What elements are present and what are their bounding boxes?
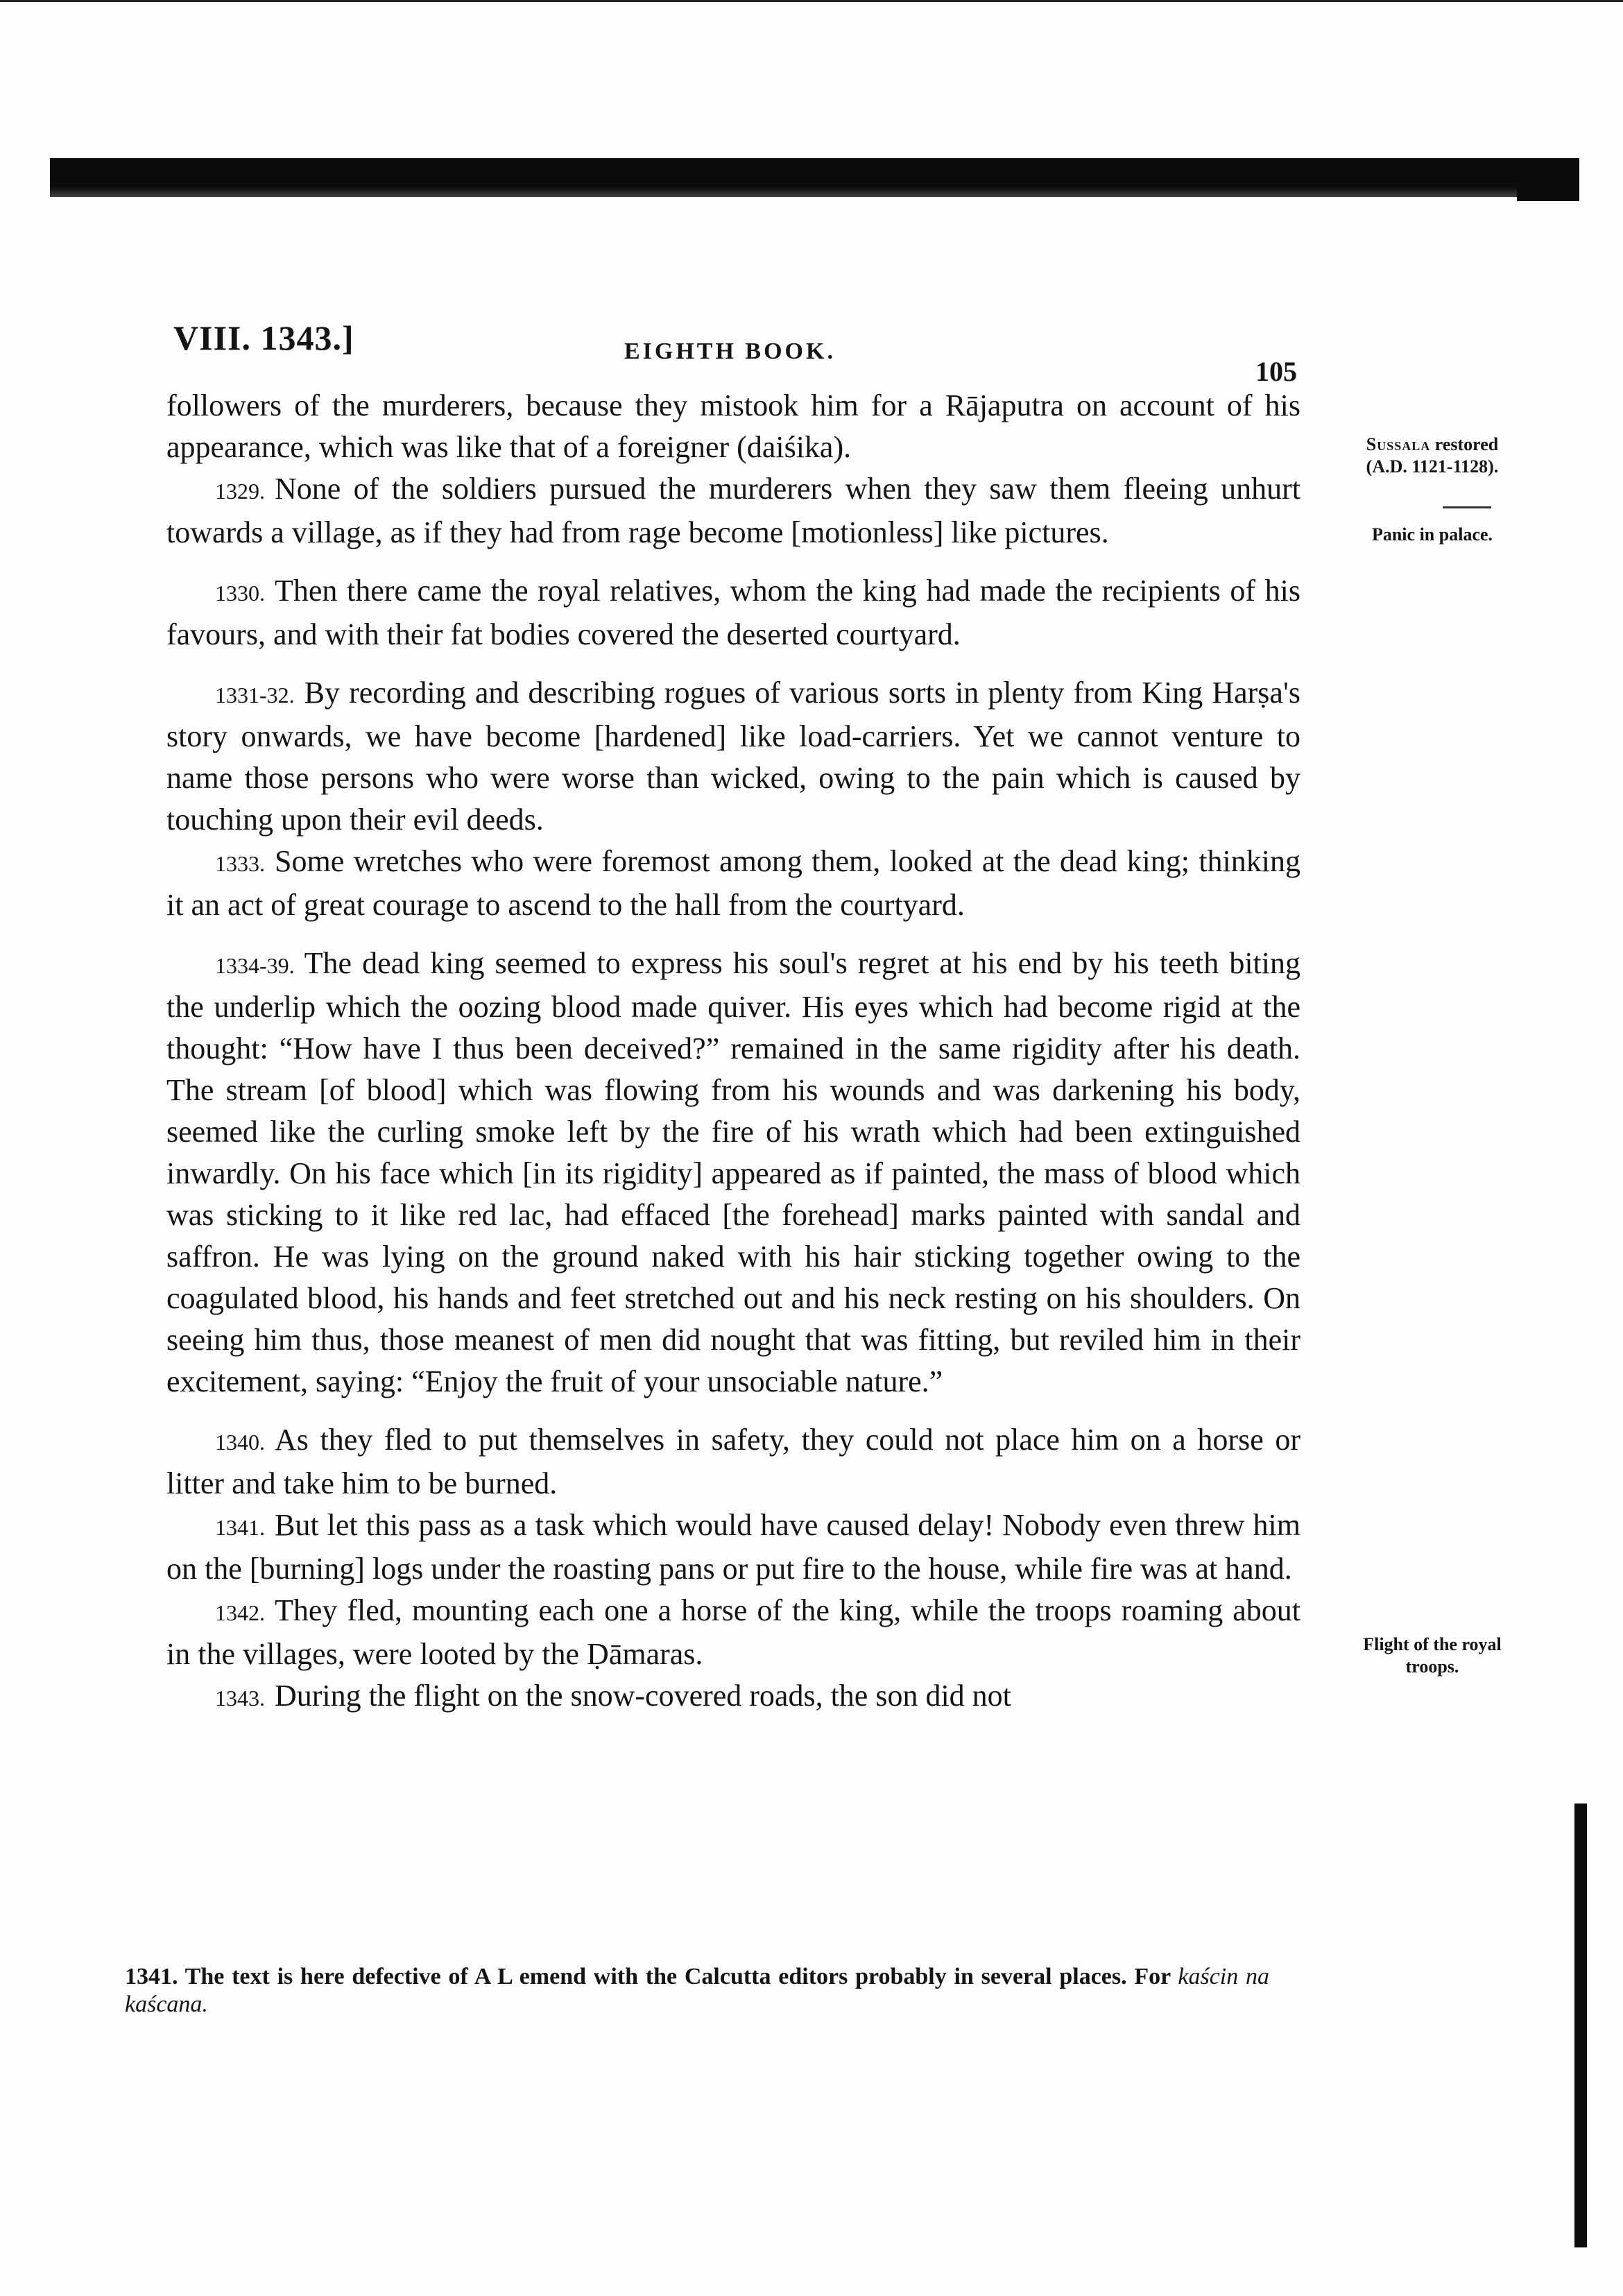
footnote [125,1963,1269,2019]
verse-number: 1340. [215,1430,265,1455]
header-rule [50,158,1579,197]
paragraph-text: They fled, mounting each one a horse of the king, while the troops roaming about in the villages, were looted by the Ḍāmaras. [166,1593,1300,1671]
paragraph-text: None of the soldiers pursued the murderers when they saw them fleeing unhurt towards a village, as if they had from rage become [motionless] like pictures. [166,472,1300,549]
paragraph [166,1590,1300,1675]
marginal-flight-line1: Flight of the royal [1363,1634,1502,1654]
section-reference: VIII. 1343.] [173,318,354,357]
paragraph [166,1675,1300,1719]
paragraph [166,672,1300,841]
marginal-note-panic: Panic in palace. [1371,524,1493,545]
paragraph [166,468,1300,554]
paragraph-text: The dead king seemed to express his soul's regret at his end by his teeth biting the underlip which the oozing blood made quiver. His eyes which had become rigid at the thought: “How have I thus been deceived?” remained in the same rigidity after his death. The stream [of blood] which was flowing from his wounds and was darkening his body, seemed like the curling smoke left by the fire of his wrath which had been extinguished inwardly. On his face which [in its rigidity] appeared as if painted, the mass of blood which was sticking to it like red lac, had effaced [the forehead] marks painted with sandal and saffron. He was lying on the ground naked with his hair sticking together owing to the coagulated blood, his hands and feet stretched out and his neck resting on his shoulders. On seeing him thus, those meanest of men did nought that was fitting, but reviled him in their excitement, saying: “Enjoy the fruit of your unsociable nature.” [166,946,1300,1398]
paragraph [166,943,1300,1403]
verse-number: 1333. [215,851,265,876]
marginal-date: (A.D. 1121-1128). [1366,456,1499,477]
paragraph [166,1419,1300,1505]
footnote-italic-1: kaścin na [1178,1964,1270,1989]
verse-number: 1343. [215,1686,265,1711]
verse-number: 1329. [215,479,265,504]
page-edge-bar [1574,1804,1587,2247]
marginal-note-sussala [1318,434,1547,478]
verse-number: 1334-39. [215,953,295,978]
marginal-restored: restored [1434,434,1499,454]
marginal-name: Sussala [1366,434,1431,454]
main-text [166,385,1300,1719]
top-border-line [0,0,1623,2]
verse-number: 1341. [215,1515,265,1540]
marginal-divider [1443,506,1491,508]
marginal-flight-line2: troops. [1405,1656,1459,1677]
footnote-number: 1341. [125,1964,178,1989]
verse-number: 1342. [215,1600,265,1625]
book-title: EIGHTH BOOK. [624,339,836,364]
paragraph-text: As they fled to put themselves in safety, they could not place him on a horse or litter and take him to be burned. [166,1423,1300,1500]
verse-number: 1330. [215,581,265,606]
paragraph-text: During the flight on the snow-covered roads, the son did not [275,1679,1011,1713]
paragraph-text: Then there came the royal relatives, whom the king had made the recipients of his favours, and with their fat bodies covered the deserted courtyard. [166,574,1300,651]
paragraph-text: But let this pass as a task which would have caused delay! Nobody even threw him on the [burning] logs under the roasting pans or put fire to the house, while fire was at hand. [166,1508,1300,1586]
paragraph [166,570,1300,656]
verse-number: 1331-32. [215,683,295,708]
marginal-note-flight [1318,1634,1547,1678]
page-number: 105 [1255,356,1297,387]
running-head [0,305,1623,387]
paragraph-text: By recording and describing rogues of various sorts in plenty from King Harṣa's story onwards, we have become [hardened] like load-carriers. Yet we cannot venture to name those persons who were worse than wicked, owing to the pain which is caused by touching upon their evil deeds. [166,676,1300,837]
paragraph [166,1505,1300,1590]
paragraph-text: followers of the murderers, because they mistook him for a Rājaputra on account of his appearance, which was like that of a foreigner (daiśika). [166,388,1300,464]
paragraph [166,385,1300,468]
paragraph [166,841,1300,926]
footnote-text: The text is here defective of A L emend with the Calcutta editors probably in several places. For [184,1964,1171,1989]
footnote-italic-2: kaścana. [125,1991,208,2017]
paragraph-text: Some wretches who were foremost among them, looked at the dead king; thinking it an act of great courage to ascend to the hall from the courtyard. [166,844,1300,922]
